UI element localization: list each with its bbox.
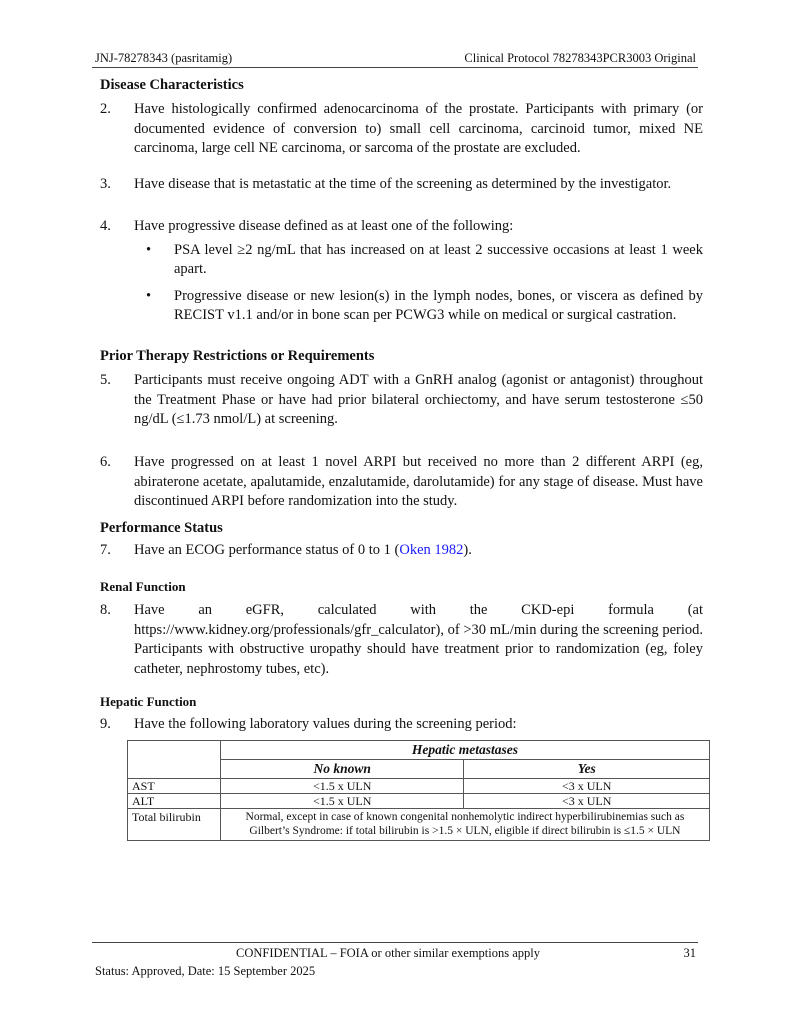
row-label: AST [128, 779, 221, 794]
header-divider [92, 67, 698, 68]
criterion-text: Participants must receive ongoing ADT with a GnRH analog (agonist or antagonist) throughout the Treatment Phase or have had prior bilateral orchiectomy, and have serum testosterone ≤50 ng/dL (≤1.73 nmol/L) at screening. [134, 372, 703, 427]
section-performance-status: Performance Status [100, 520, 223, 536]
criterion-9 [100, 715, 703, 735]
criterion-number: 4. [100, 218, 111, 234]
criterion-text-part: Have an ECOG performance status of 0 to 1 ( [134, 542, 400, 558]
table-corner-cell [128, 741, 221, 779]
criterion-text: Have progressed on at least 1 novel ARPI but received no more than 2 different ARPI (eg, abiraterone acetate, apalutamide, enzalutamide, darolutamide) for any stage of disease. Must have discontinued ARPI before randomization into the study. [134, 454, 703, 509]
criterion-text: Have an eGFR, calculated with the CKD-epi formula (at https://www.kidney.org/professionals/gfr_calculator), of >30 mL/min during the screening period. Participants with obstructive uropathy should have treatment prior to randomization (eg, foley catheter, nephrostomy tubes, etc). [134, 602, 703, 677]
criterion-text: Have the following laboratory values during the screening period: [134, 716, 517, 732]
criterion-number: 8. [100, 602, 111, 618]
section-prior-therapy: Prior Therapy Restrictions or Requirements [100, 348, 375, 364]
footer-divider [92, 942, 698, 943]
section-disease-characteristics: Disease Characteristics [100, 77, 244, 93]
column-header-no-known: No known [220, 760, 464, 779]
table-header-row [128, 741, 710, 760]
header-protocol-title: Clinical Protocol 78278343PCR3003 Original [464, 51, 696, 65]
section-renal-function: Renal Function [100, 579, 186, 594]
cell-merged: Normal, except in case of known congenital nonhemolytic indirect hyperbilirubinemias such as Gilbert’s Syndrome: if total bilirubin is >1.5 × ULN, eligible if direct bilirubin is ≤1.5 × ULN [220, 809, 709, 841]
criterion-3 [100, 175, 703, 195]
criterion-4-bullet-1 [146, 241, 703, 278]
hepatic-lab-values-table [127, 740, 710, 841]
criterion-number: 2. [100, 101, 111, 117]
footer-status: Status: Approved, Date: 15 September 2025 [95, 964, 316, 978]
footer-page-number: 31 [683, 946, 696, 960]
table-group-header: Hepatic metastases [220, 741, 709, 760]
cell-yes: <3 x ULN [464, 794, 710, 809]
reference-link-oken-1982[interactable]: Oken 1982 [399, 542, 464, 558]
criterion-number: 5. [100, 372, 111, 388]
column-header-yes: Yes [464, 760, 710, 779]
row-label: Total bilirubin [128, 809, 221, 841]
cell-yes: <3 x ULN [464, 779, 710, 794]
table-row [128, 794, 710, 809]
criterion-text [134, 541, 703, 561]
table-row [128, 809, 710, 841]
bullet-icon: • [146, 288, 152, 304]
criterion-number: 9. [100, 716, 111, 732]
section-hepatic-function: Hepatic Function [100, 694, 197, 709]
bullet-icon: • [146, 242, 152, 258]
criterion-text: Have histologically confirmed adenocarcinoma of the prostate. Participants with primary (or documented evidence of conversion to) small cell carcinoma, carcinoid tumor, mixed NE carcinoma, large cell NE carcinoma, or sarcoma of the prostate are excluded. [134, 101, 703, 156]
bullet-text: PSA level ≥2 ng/mL that has increased on at least 2 successive occasions at least 1 week apart. [174, 242, 703, 277]
row-label: ALT [128, 794, 221, 809]
cell-no-known: <1.5 x ULN [220, 794, 464, 809]
criterion-number: 6. [100, 454, 111, 470]
header-document-id: JNJ-78278343 (pasritamig) [95, 51, 233, 65]
criterion-number: 7. [100, 542, 111, 558]
criterion-text-part: ). [463, 542, 472, 558]
criterion-8 [100, 601, 703, 679]
cell-no-known: <1.5 x ULN [220, 779, 464, 794]
table-row [128, 779, 710, 794]
criterion-text: Have progressive disease defined as at least one of the following: [134, 218, 514, 234]
footer-confidential: CONFIDENTIAL – FOIA or other similar exemptions apply [236, 946, 541, 960]
criterion-2 [100, 100, 703, 159]
criterion-number: 3. [100, 176, 111, 192]
criterion-7 [100, 541, 703, 561]
bullet-text: Progressive disease or new lesion(s) in the lymph nodes, bones, or viscera as defined by RECIST v1.1 and/or in bone scan per PCWG3 while on medical or surgical castration. [174, 288, 703, 323]
criterion-5 [100, 371, 703, 430]
criterion-text: Have disease that is metastatic at the time of the screening as determined by the investigator. [134, 176, 672, 192]
criterion-4-bullet-2 [146, 287, 703, 324]
criterion-4 [100, 217, 703, 237]
criterion-6 [100, 453, 703, 512]
